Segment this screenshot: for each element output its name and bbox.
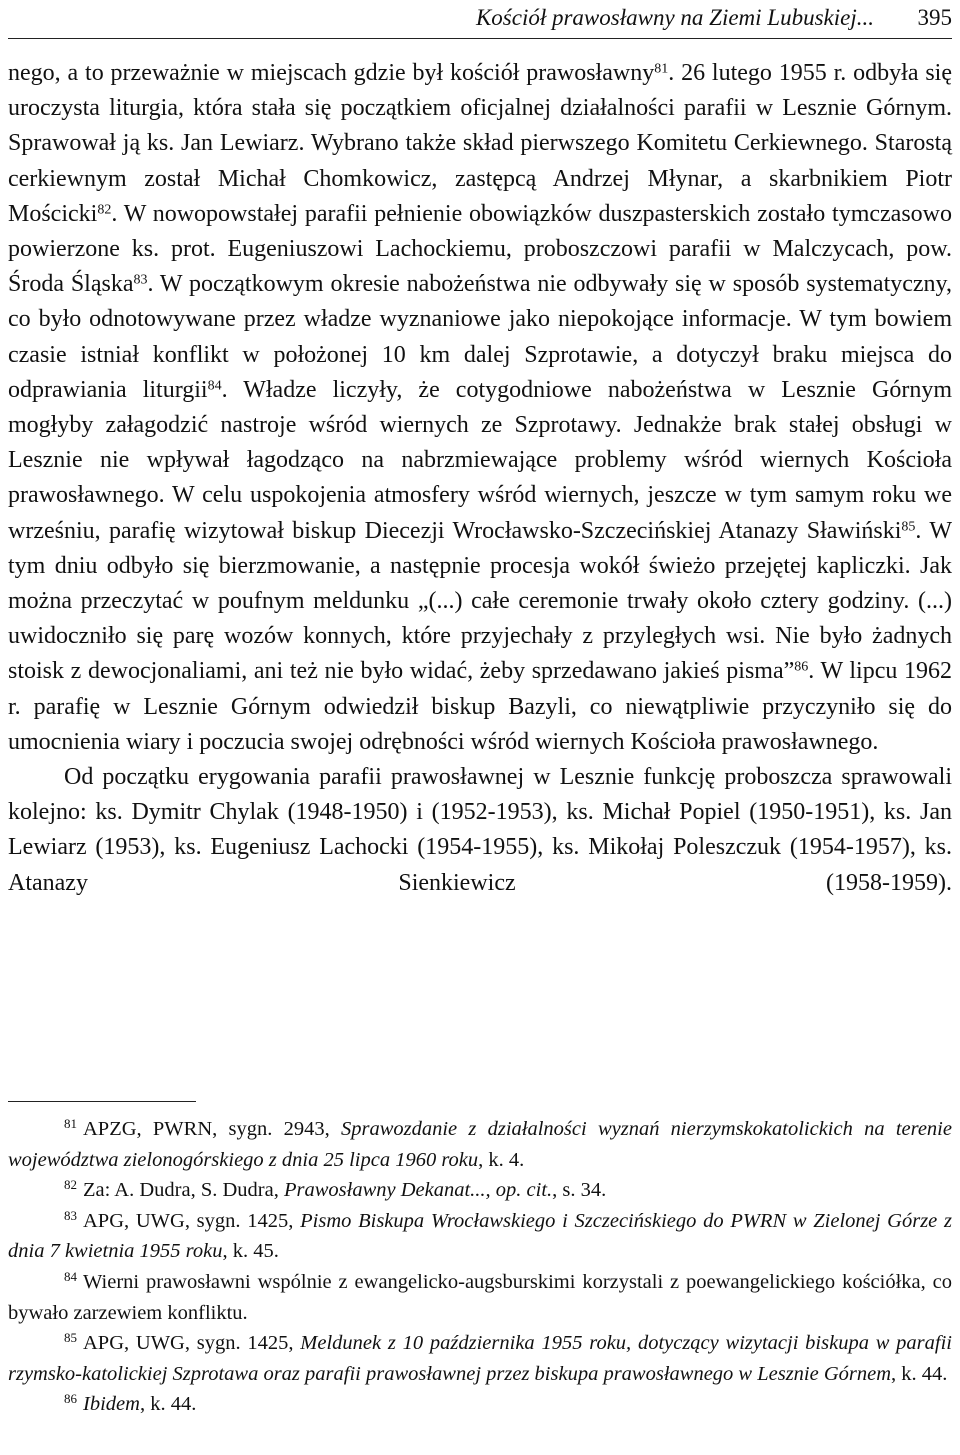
text-run: nego, a to przeważnie w miejscach gdzie był kościół prawosławny — [8, 60, 655, 86]
footnote-text: , k. 44. — [891, 1362, 948, 1385]
text-run: . W lipcu 1962 r. parafię w Lesznie Górnym odwiedził biskup Bazyli, co niewątpliwie przyczyniło się do umocnienia wiary i poczucia swojej odrębności wśród wiernych Kościoła prawosławnego. — [8, 658, 952, 755]
running-header — [8, 2, 952, 39]
footnote-text: , k. 45. — [222, 1240, 279, 1263]
page-number: 395 — [917, 5, 952, 30]
footnote-separator — [8, 1101, 196, 1102]
footnote-text: , k. 4. — [478, 1148, 525, 1171]
footnote-title: Ibidem — [83, 1393, 140, 1416]
footnote-number: 84 — [64, 1268, 77, 1284]
footnote-83 — [8, 1206, 952, 1267]
footnote-text: APG, UWG, sygn. 1425, — [83, 1332, 301, 1355]
footnote-ref-85[interactable]: 85 — [901, 518, 916, 534]
footnote-number: 86 — [64, 1391, 77, 1407]
footnotes — [8, 1114, 952, 1420]
footnote-ref-83[interactable]: 83 — [133, 272, 148, 288]
paragraph-2: Od początku erygowania parafii prawosławnej w Lesznie funkcję proboszcza sprawowali kolejno: ks. Dymitr Chylak (1948-1950) i (1952-1953), ks. Michał Popiel (1950-1951), ks. Jan Lewiarz (1953), ks. Eugeniusz Lachocki (1954-1955), ks. Mikołaj Poleszczuk (1954-1957), ks. Atanazy Sienkiewicz (1958-1959). — [8, 764, 952, 896]
footnote-number: 82 — [64, 1177, 77, 1193]
footnote-81 — [8, 1114, 952, 1175]
text-run: . Władze liczyły, że cotygodniowe nabożeństwa w Lesznie Górnym mogłyby załagodzić nastroje wśród wiernych ze Szprotawy. Jednakże brak stałej obsługi w Lesznie nie wpływał łagodząco na nabrzmiewające problemy wśród wiernych Kościoła prawosławnego. W celu uspokojenia atmosfery wśród wiernych, jeszcze w tym samym roku we wrześniu, parafię wizytował biskup Diecezji Wrocławsko-Szczecińskiej Atanazy Sławiński — [8, 376, 952, 544]
paragraph-1 — [8, 56, 952, 760]
footnote-text: , k. 44. — [139, 1393, 197, 1416]
footnote-text: APZG, PWRN, sygn. 2943, — [83, 1118, 341, 1140]
main-text — [8, 56, 952, 901]
footnote-text: , s. 34. — [552, 1179, 607, 1202]
footnote-text: APG, UWG, sygn. 1425, — [83, 1209, 301, 1232]
footnote-number: 81 — [64, 1115, 77, 1131]
footnote-85 — [8, 1328, 952, 1389]
footnote-text: Wierni prawosławni wspólnie z ewangelicko-augsburskimi korzystali z poewangelickiego kościółka, co bywało zarzewiem konfliktu. — [8, 1270, 952, 1324]
footnote-title: Meldunek z 10 października 1955 roku, dotyczący wizytacji biskupa w parafii rzymsko-katolickiej Szprotawa oraz parafii prawosławnej przez biskupa prawosławnego w Lesznie Górnem — [8, 1332, 952, 1385]
footnote-82 — [8, 1175, 952, 1206]
text-run: . W początkowym okresie nabożeństwa nie odbywały się w sposób systematyczny, co było odnotowywane przez władze wyznaniowe jako niepokojące informacje. W tym bowiem czasie istniał konflikt w położonej 10 km dalej Szprotawie, a dotyczył braku miejsca do odprawiania liturgii — [8, 271, 952, 403]
footnote-84 — [8, 1267, 952, 1328]
running-title: Kościół prawosławny na Ziemi Lubuskiej... — [475, 5, 874, 30]
footnote-ref-86[interactable]: 86 — [794, 659, 809, 675]
footnote-number: 83 — [64, 1207, 77, 1223]
footnote-number: 85 — [64, 1330, 77, 1346]
footnote-ref-81[interactable]: 81 — [654, 61, 669, 77]
footnote-title: Sprawozdanie z działalności wyznań nierzymskokatolickich na terenie województwa zielonogórskiego z dnia 25 lipca 1960 roku — [8, 1118, 952, 1171]
footnote-text: Za: A. Dudra, S. Dudra, — [83, 1179, 284, 1202]
footnote-ref-82[interactable]: 82 — [97, 202, 112, 218]
footnote-86 — [8, 1389, 952, 1420]
footnote-title: Prawosławny Dekanat..., op. cit. — [283, 1179, 553, 1202]
text-run: . W tym dniu odbyło się bierzmowanie, a następnie procesja wokół świeżo przejętej kapliczki. Jak można przeczytać w poufnym meldunku „(...) całe ceremonie trwały około cztery godziny. (...) uwidoczniło się parę wozów konnych, które przyjechały z przyległych wsi. Nie było żadnych stoisk z dewocjonaliami, ani też nie było widać, żeby sprzedawano jakieś pisma” — [8, 517, 952, 685]
footnote-ref-84[interactable]: 84 — [207, 378, 222, 394]
footnote-title: Pismo Biskupa Wrocławskiego i Szczecińskiego do PWRN w Zielonej Górze z dnia 7 kwietnia 1955 roku — [8, 1209, 952, 1263]
text-run: . 26 lutego 1955 r. odbyła się uroczysta liturgia, która stała się początkiem oficjalnej działalności parafii w Lesznie Górnym. Sprawował ją ks. Jan Lewiarz. Wybrano także skład pierwszego Komitetu Cerkiewnego. Starostą cerkiewnym został Michał Chomkowicz, zastępcą Andrzej Młynar, a skarbnikiem Piotr Mościcki — [8, 60, 953, 227]
text-run: . W nowopowstałej parafii pełnienie obowiązków duszpasterskich zostało tymczasowo powierzone ks. prot. Eugeniuszowi Lachockiemu, proboszczowi parafii w Malczycach, pow. Środa Śląska — [8, 200, 952, 298]
